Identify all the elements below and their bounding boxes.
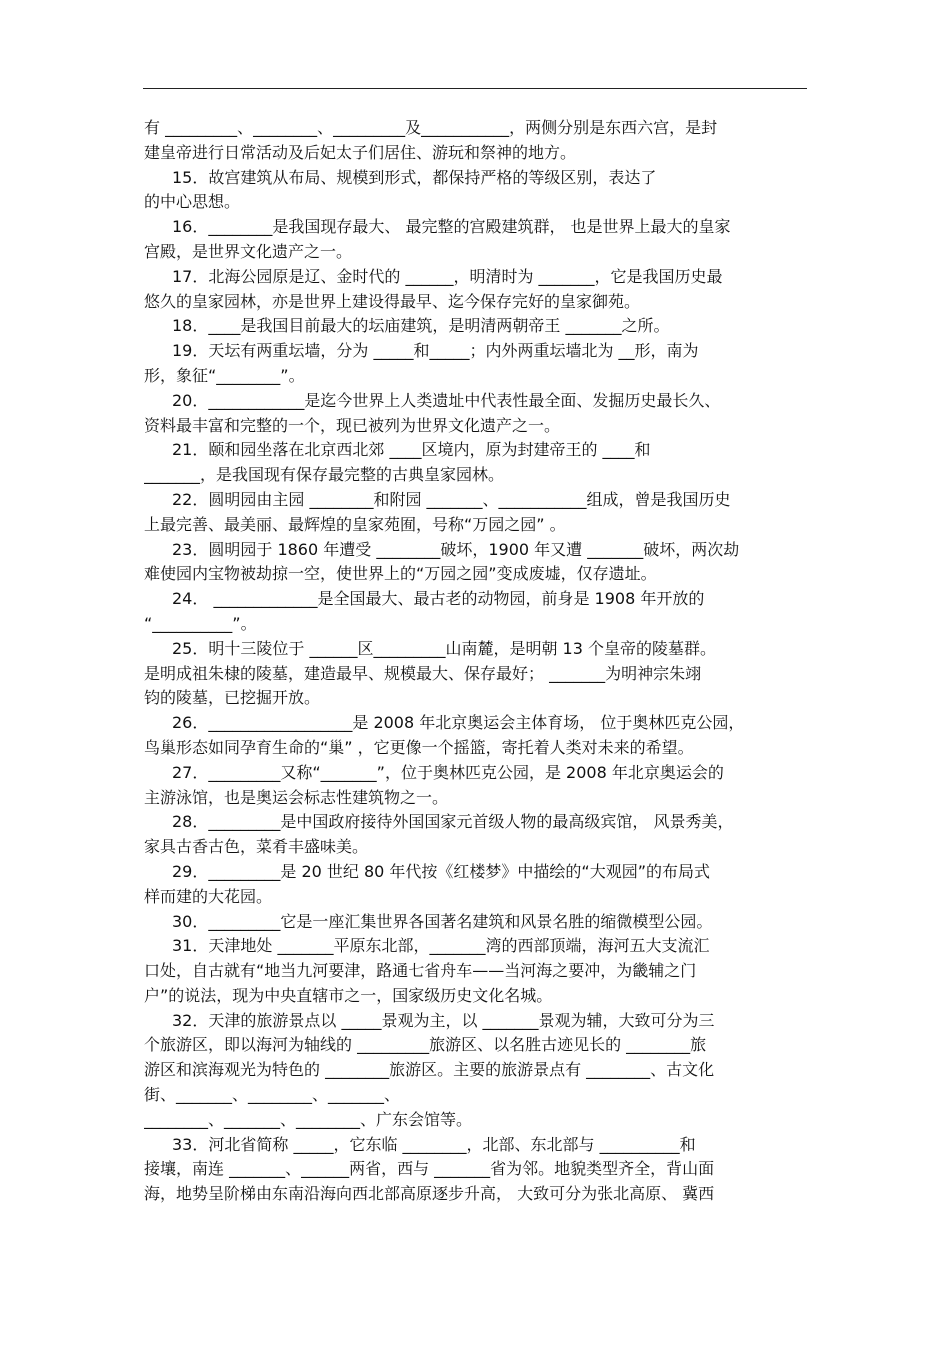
header-rule <box>143 88 807 89</box>
text-line: 接壤，南连 _______、______两省，西与 _______省为邻。地貌类型齐全，背山面 <box>144 1159 715 1179</box>
text-line: 32．天津的旅游景点以 _____景观为主，以 _______景观为辅，大致可分为三 <box>172 1010 715 1030</box>
text-line: 31．天津地处 _______平原东北部，_______湾的西部顶端，海河五大支流汇 <box>172 936 710 956</box>
text-line: 30．_________它是一座汇集世界各国著名建筑和风景名胜的缩微模型公园。 <box>172 911 713 931</box>
text-line: 样而建的大花园。 <box>144 886 273 906</box>
text-line: 28．_________是中国政府接待外国国家元首级人物的最高级宾馆， 风景秀美， <box>172 812 734 832</box>
text-line: 街、_______、________、_______、 <box>144 1085 401 1105</box>
text-line: 海，地势呈阶梯由东南沿海向西北部高原逐步升高， 大致可分为张北高原、 冀西 <box>144 1184 715 1204</box>
text-line: 有 _________、________、_________及___________，两侧分别是东西六宫，是封 <box>144 118 718 137</box>
text-line: 是明成祖朱棣的陵墓，建造最早、规模最大、保存最好； _______为明神宗朱翊 <box>144 663 702 683</box>
text-line: 形，象征“________”。 <box>144 365 305 385</box>
text-line: 个旅游区，即以海河为轴线的 _________旅游区、以名胜古迹见长的 ________旅 <box>144 1035 707 1055</box>
text-line: 鸟巢形态如同孕育生命的“巢” ，它更像一个摇篮，寄托着人类对未来的希望。 <box>144 737 694 757</box>
text-line: 17．北海公园原是辽、金时代的 ______，明清时为 _______，它是我国历史最 <box>172 266 723 286</box>
text-line: 家具古香古色，菜肴丰盛味美。 <box>144 837 369 857</box>
text-line: 18．____是我国目前最大的坛庙建筑，是明清两朝帝王 _______之所。 <box>172 316 670 336</box>
text-line: 15．故宫建筑从布局、规模到形式，都保持严格的等级区别，表达了 <box>172 167 657 187</box>
text-line: 资料最丰富和完整的一个，现已被列为世界文化遗产之一。 <box>144 415 561 435</box>
text-line: 22．圆明园由主园 ________和附园 _______、___________组成，曾是我国历史 <box>172 489 731 509</box>
text-line: 29．_________是 20 世纪 80 年代按《红楼梦》中描绘的“大观园”的布局式 <box>172 861 711 881</box>
document-body <box>144 116 808 1207</box>
text-line: 23．圆明园于 1860 年遭受 ________破坏，1900 年又遭 _______破坏，两次劫 <box>172 539 740 559</box>
text-line: 的中心思想。 <box>144 192 241 212</box>
text-line: 24． _____________是全国最大、最古老的动物园，前身是 1908 年开放的 <box>172 589 705 609</box>
text-line: 25．明十三陵位于 ______区_________山南麓，是明朝 13 个皇帝的陵墓群。 <box>172 638 716 658</box>
text-line: _______，是我国现有保存最完整的古典皇家园林。 <box>144 465 505 485</box>
text-line: 游区和滨海观光为特色的 ________旅游区。主要的旅游景点有 ________、古文化 <box>144 1060 715 1080</box>
text-line: 上最完善、最美丽、最辉煌的皇家苑囿，号称“万园之园” 。 <box>144 514 566 534</box>
text-line: 19．天坛有两重坛墙，分为 _____和_____；内外两重坛墙北为 __形，南为 <box>172 341 699 361</box>
text-line: 钧的陵墓，已挖掘开放。 <box>144 688 321 708</box>
text-line: 26．__________________是 2008 年北京奥运会主体育场， 位于奥林匹克公园， <box>172 713 745 733</box>
text-line: 21．颐和园坐落在北京西北郊 ____区境内，原为封建帝王的 ____和 <box>172 440 651 460</box>
text-line: 主游泳馆，也是奥运会标志性建筑物之一。 <box>144 787 449 807</box>
text-line: 宫殿，是世界文化遗产之一。 <box>144 241 353 261</box>
text-line: 口处，自古就有“地当九河要津，路通七省舟车——当河海之要冲，为畿辅之门 <box>144 961 697 981</box>
text-line: 16．________是我国现存最大、 最完整的宫殿建筑群， 也是世界上最大的皇家 <box>172 217 731 237</box>
text-line: 难使园内宝物被劫掠一空，使世界上的“万园之园”变成废墟，仅存遗址。 <box>144 564 657 584</box>
text-line: 20．____________是迄今世界上人类遗址中代表性最全面、发掘历史最长久、 <box>172 390 721 410</box>
text-line: ________、_______、________、广东会馆等。 <box>144 1109 473 1129</box>
text-line: “__________”。 <box>144 613 257 633</box>
text-line: 建皇帝进行日常活动及后妃太子们居住、游玩和祭神的地方。 <box>144 142 577 162</box>
text-line: 户”的说法，现为中央直辖市之一，国家级历史文化名城。 <box>144 985 553 1005</box>
text-line: 悠久的皇家园林，亦是世界上建设得最早、迄今保存完好的皇家御苑。 <box>144 291 641 311</box>
text-line: 33．河北省简称 _____，它东临 ________，北部、东北部与 __________和 <box>172 1134 696 1154</box>
text-line: 27．_________又称“_______”，位于奥林匹克公园，是 2008 年北京奥运会的 <box>172 762 724 782</box>
